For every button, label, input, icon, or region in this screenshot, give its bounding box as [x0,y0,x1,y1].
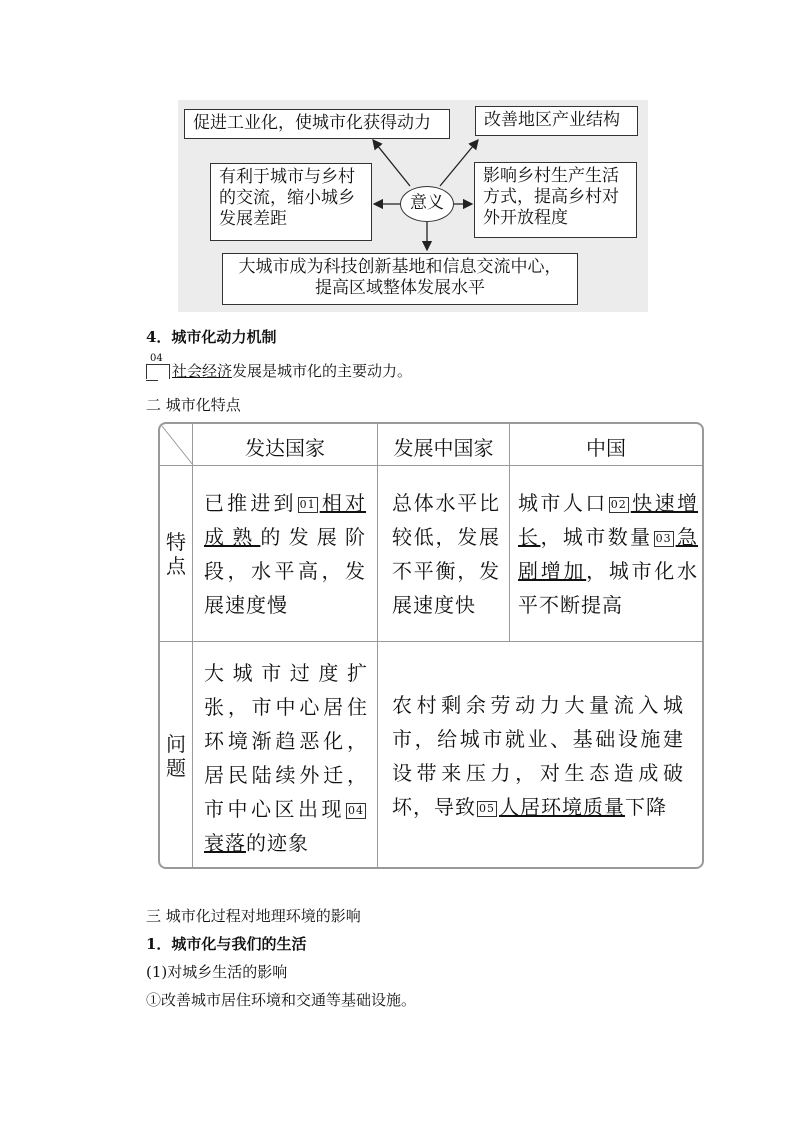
center-ellipse [400,186,454,222]
keyword: 衰落 [204,831,246,855]
box-line: 提高区域整体发展水平 [315,278,485,298]
tag-number: 04 [150,353,163,364]
keyword: 快速增长 [518,491,699,549]
header-china: 中国 [586,436,626,460]
urbanization-table [158,422,704,869]
section-3-heading: 三 城市化过程对地理环境的影响 [146,907,361,925]
label-char: 特 [166,530,186,554]
cell-text: ，城市化水平不断提高 [518,559,699,617]
box-line: 的交流，缩小城乡 [219,188,355,208]
cell-developed-features [204,486,366,622]
row-label-features [164,530,188,578]
center-label: 意义 [410,193,444,213]
cell-text: 已推进到 [204,491,297,515]
keyword: 人居环境质量 [499,795,625,819]
section-3-sub1: 1．城市化与我们的生活 [146,935,307,953]
col-divider [377,424,378,867]
label-char: 点 [166,554,186,578]
cell-text: 的发展阶段，水平高，发展速度慢 [204,525,367,617]
cell-text: ，城市数量 [540,525,653,549]
box-line: 有利于城市与乡村 [219,167,355,187]
cell-china-features [518,486,698,622]
box-text: 改善地区产业结构 [484,110,620,130]
significance-diagram [178,100,648,312]
cell-text: 下降 [625,795,667,819]
box-line: 发展差距 [219,209,287,229]
body-text: 发展是城市化的主要动力。 [232,362,413,380]
box-urban-rural-exchange [210,163,372,241]
label-char: 问 [166,732,186,756]
corner-diagonal [160,424,194,466]
tag-dash [146,380,158,381]
box-text: 促进工业化，使城市化获得动力 [193,113,431,133]
box-line: 影响乡村生产生活 [483,166,619,186]
blank-number: 03 [655,531,672,545]
box-line: 方式，提高乡村对 [483,187,619,207]
col-divider [192,424,193,867]
section-4-body [172,360,412,381]
blank-number: 05 [479,801,495,815]
section-3-sub2: (1)对城乡生活的影响 [146,963,288,981]
blank-number: 04 [348,803,364,817]
section-4-heading: 4．城市化动力机制 [146,328,277,346]
cell-developed-problems [204,656,368,860]
cell-developing-features: 总体水平比较低，发展不平衡，发展速度快 [392,491,500,617]
cell-text: 农村剩余劳动力大量流入城市，给城市就业、基础设施建设带来压力，对生态造成破坏，导致 [392,693,684,819]
label-char: 题 [166,756,186,780]
header-developing: 发展中国家 [393,436,494,460]
row-divider [160,465,702,466]
section-2-heading: 二 城市化特点 [146,396,241,414]
row-label-problems [164,732,188,780]
box-rural-lifestyle [474,162,637,238]
tag-box [146,364,170,379]
row-divider [160,641,702,642]
keyword: 社会经济 [172,362,233,380]
cell-text: 大城市过度扩张，市中心居住环境渐趋恶化，居民陆续外迁，市中心区出现 [204,661,368,821]
box-big-city-innovation [222,253,578,305]
keyword: 相对成熟 [204,491,367,549]
box-line: 外开放程度 [483,208,568,228]
blank-number: 01 [299,497,316,511]
blank-number: 02 [610,497,627,511]
box-line: 大城市成为科技创新基地和信息交流中心， [238,257,562,277]
header-developed: 发达国家 [245,436,325,460]
cell-developing-problems [392,688,684,824]
box-promote-industrialization [184,109,450,139]
box-improve-industry [475,106,638,136]
section-3-sub3: ①改善城市居住环境和交通等基础设施。 [146,991,417,1009]
keyword: 急剧增加 [518,525,699,583]
cell-text: 城市人口 [518,491,608,515]
cell-text: 的迹象 [246,831,309,855]
